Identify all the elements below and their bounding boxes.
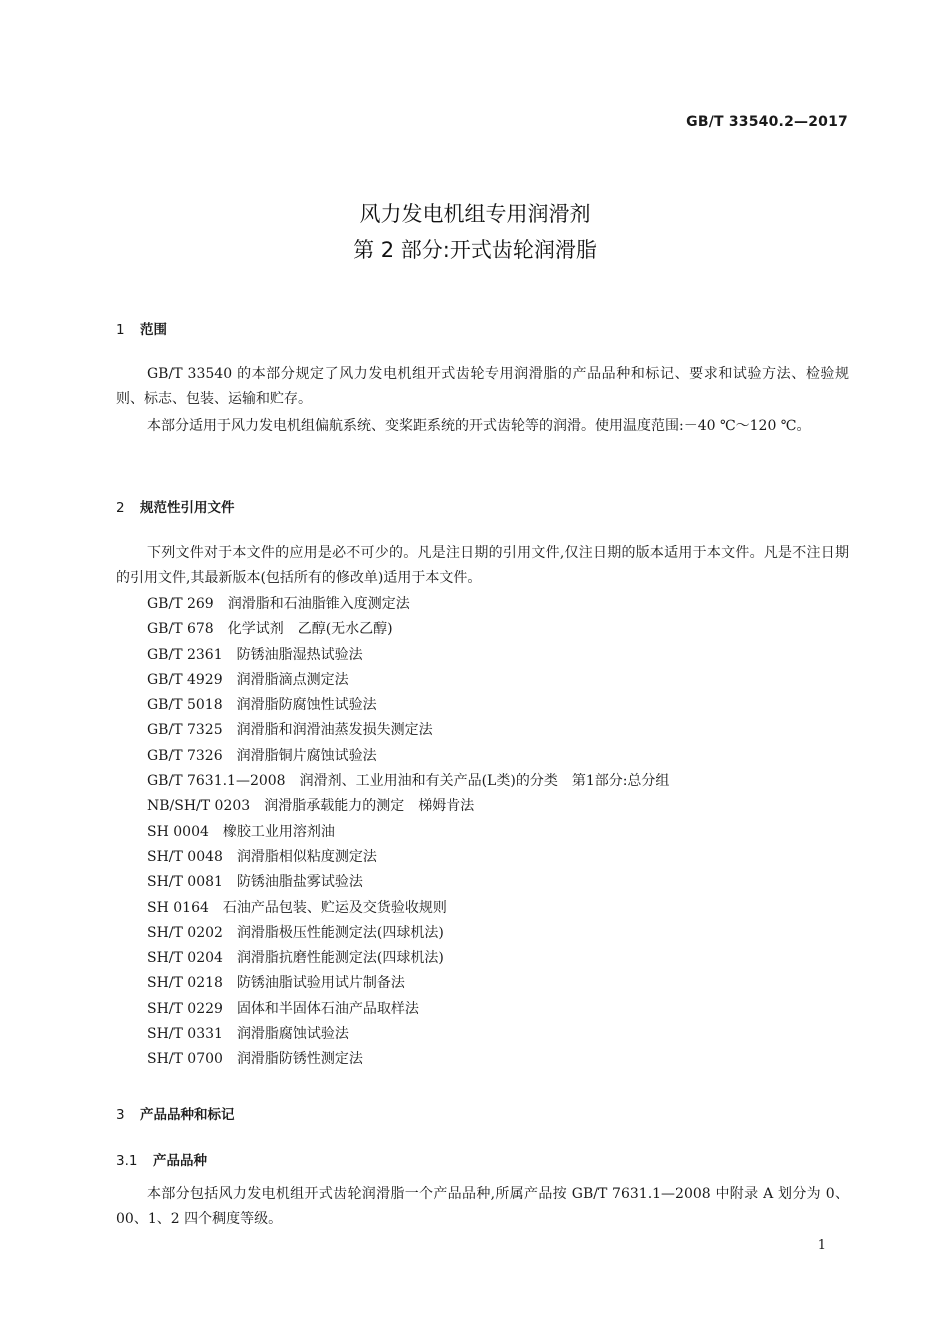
section-number: 2 (116, 500, 125, 516)
reference-item (147, 921, 669, 946)
section-title: 规范性引用文件 (140, 500, 235, 516)
reference-item (147, 820, 669, 845)
reference-code: GB/T 2361 (147, 646, 223, 663)
reference-code: GB/T 7325 (147, 722, 223, 739)
reference-code: SH/T 0081 (147, 874, 223, 891)
reference-item (147, 693, 669, 718)
reference-item (147, 617, 669, 642)
reference-code: SH/T 0204 (147, 950, 223, 967)
reference-title: 润滑脂腐蚀试验法 (236, 1026, 349, 1043)
reference-item (147, 592, 669, 617)
reference-item (147, 769, 669, 794)
reference-item (147, 643, 669, 668)
reference-title: 润滑脂抗磨性能测定法(四球机法) (236, 950, 444, 967)
reference-item (147, 997, 669, 1022)
reference-code: GB/T 678 (147, 621, 214, 638)
section-2-intro: 下列文件对于本文件的应用是必不可少的。凡是注日期的引用文件,仅注日期的版本适用于本文件。凡是不注日期的引用文件,其最新版本(包括所有的修改单)适用于本文件。 (116, 545, 849, 586)
subsection-title: 产品品种 (153, 1153, 207, 1169)
reference-code: SH/T 0048 (147, 848, 223, 865)
reference-item (147, 744, 669, 769)
reference-title: 石油产品包装、贮运及交货验收规则 (222, 899, 447, 916)
section-3-heading (116, 1103, 235, 1123)
reference-title: 橡胶工业用溶剂油 (222, 823, 335, 840)
reference-code: GB/T 269 (147, 596, 214, 612)
reference-title: 润滑脂极压性能测定法(四球机法) (236, 924, 444, 941)
reference-code: GB/T 7326 (147, 747, 223, 764)
document-title: 风力发电机组专用润滑剂 (359, 202, 591, 226)
reference-code: SH/T 0202 (147, 924, 223, 941)
section-number: 3 (116, 1107, 125, 1123)
subsection-number: 3.1 (116, 1153, 138, 1169)
reference-item (147, 845, 669, 870)
reference-title: 润滑脂承载能力的测定 梯姆肯法 (264, 798, 475, 815)
reference-code: SH 0164 (147, 899, 209, 916)
reference-title: 固体和半固体石油产品取样法 (236, 1000, 419, 1017)
reference-title: 润滑脂铜片腐蚀试验法 (236, 747, 377, 764)
section-number: 1 (116, 322, 125, 338)
reference-title: 润滑剂、工业用油和有关产品(L类)的分类 第1部分:总分组 (299, 773, 670, 790)
section-title: 范围 (140, 322, 167, 338)
reference-code: SH/T 0229 (147, 1000, 223, 1017)
reference-item (147, 718, 669, 743)
standard-number: GB/T 33540.2—2017 (686, 114, 848, 130)
reference-title: 润滑脂滴点测定法 (236, 671, 349, 688)
reference-item (147, 946, 669, 971)
section-3-1-paragraph: 本部分包括风力发电机组开式齿轮润滑脂一个产品品种,所属产品按 GB/T 7631.1—2008 中附录 A 划分为 0、00、1、2 四个稠度等级。 (116, 1186, 849, 1227)
reference-code: SH/T 0700 (147, 1051, 223, 1068)
reference-item (147, 971, 669, 996)
section-1-paragraph-2: 本部分适用于风力发电机组偏航系统、变桨距系统的开式齿轮等的润滑。使用温度范围:－40 ℃～120 ℃。 (147, 418, 811, 434)
reference-code: SH/T 0218 (147, 975, 223, 992)
reference-code: GB/T 4929 (147, 671, 223, 688)
page-number: 1 (817, 1238, 826, 1253)
section-2-heading (116, 496, 235, 516)
reference-item (147, 870, 669, 895)
reference-code: GB/T 7631.1—2008 (147, 773, 286, 790)
reference-item (147, 668, 669, 693)
reference-title: 润滑脂相似粘度测定法 (236, 848, 377, 865)
reference-title: 防锈油脂湿热试验法 (236, 646, 363, 663)
reference-item (147, 794, 669, 819)
reference-title: 润滑脂防锈性测定法 (236, 1051, 363, 1068)
document-subtitle: 第 2 部分:开式齿轮润滑脂 (353, 238, 597, 262)
reference-code: SH/T 0331 (147, 1026, 223, 1043)
reference-item (147, 1022, 669, 1047)
reference-code: NB/SH/T 0203 (147, 798, 251, 815)
reference-title: 润滑脂和石油脂锥入度测定法 (227, 596, 410, 612)
reference-list (147, 592, 669, 1073)
reference-title: 润滑脂和润滑油蒸发损失测定法 (236, 722, 433, 739)
reference-title: 润滑脂防腐蚀性试验法 (236, 697, 377, 714)
reference-title: 防锈油脂盐雾试验法 (236, 874, 363, 891)
section-title: 产品品种和标记 (140, 1107, 235, 1123)
section-1-heading (116, 318, 167, 338)
section-3-1-heading (116, 1149, 207, 1169)
reference-code: SH 0004 (147, 823, 209, 840)
reference-title: 防锈油脂试验用试片制备法 (236, 975, 405, 992)
reference-title: 化学试剂 乙醇(无水乙醇) (227, 621, 393, 638)
reference-item (147, 896, 669, 921)
reference-item (147, 1047, 669, 1072)
reference-code: GB/T 5018 (147, 697, 223, 714)
section-1-paragraph-1: GB/T 33540 的本部分规定了风力发电机组开式齿轮专用润滑脂的产品品种和标记、要求和试验方法、检验规则、标志、包装、运输和贮存。 (116, 366, 849, 407)
